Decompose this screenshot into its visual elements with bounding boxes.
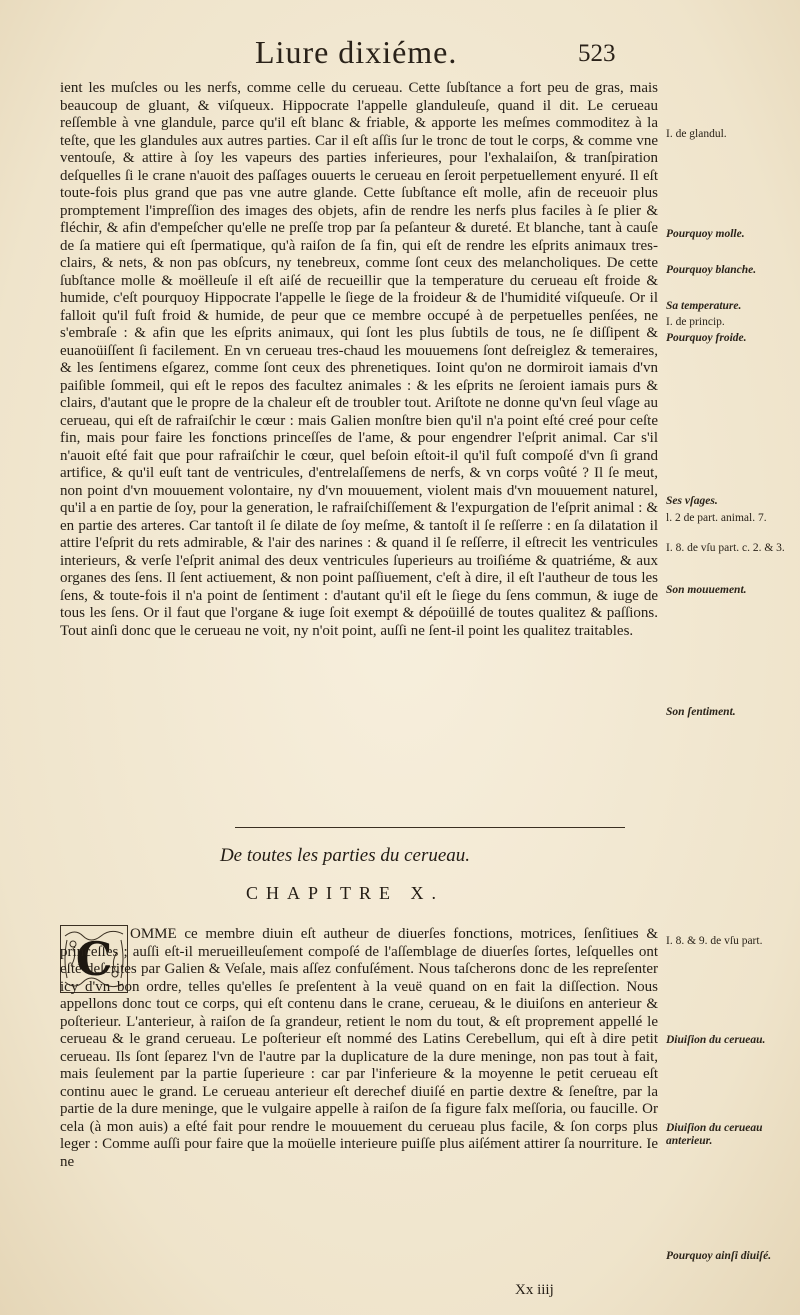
section-title: De toutes les parties du cerueau.: [219, 845, 471, 866]
margin-note: Son mouuement.: [666, 584, 747, 596]
running-title: Liure dixiéme.: [255, 34, 458, 70]
signature-mark: Xx iiij: [515, 1282, 554, 1298]
margin-note: l. 2 de part. animal. 7.: [666, 512, 767, 524]
margin-note: Pourquoy froide.: [666, 332, 747, 344]
chapter-paragraph: OMME ce membre diuin eſt autheur de diuerſes fonctions, motrices, ſenſitiues & princeſſes ; auſſi eſt-il merueilleuſement compoſé de l'aſſemblage de diuerſes ſortes, leſquelles ont eſté deſcrites par Galien & Veſale, mais aſſez confuſément. Nous taſcherons donc de les repreſenter icy d'vn bon ordre, telles qu'elles ſe preſentent à la veuë quand on en fait la diſſection. Nous appellons donc tout ce corps, qui eſt contenu dans le crane, cerueau, & le diuiſons en anterieur & poſterieur. L'anterieur, à raiſon de ſa grandeur, retient le nom du tout, & eſt proprement appellé le cerueau & le grand cerueau. Le poſterieur eſt nommé des Latins Cerebellum, qui eſt à dire petit cerueau. Ils ſont ſeparez l'vn de l'autre par la duplicature de la dure meninge, non pas tout à fait, mais ſeulement par la partie ſuperieure : car par l'inferieure & la moyenne le petit cerueau eſt continu auec le grand. Le cerueau anterieur eſt derechef diuiſé en partie dextre & ſeneſtre, par la partie de la dure meninge, que le vulgaire appelle à raiſon de ſa figure falx meſſoria, ou faucille. Or cela (à mon auis) a eſté fait pour rendre le mouuement du cerueau plus facile, & ſon corps plus leger : Comme auſſi pour faire que la moüelle interieure puiſſe plus aiſément attirer ſa nourriture. Ie ne: [60, 926, 658, 1170]
body-paragraph: ient les muſcles ou les nerfs, comme celle du cerueau. Cette ſubſtance a fort peu de gras, mais beaucoup de gluant, & viſqueux. Hippocrate l'appelle glanduleuſe, quand il dit. Le cerueau reſſemble à vne glandule, parce qu'il eſt blanc & friable, & apporte les meſmes commoditez à la teſte, que les glandules aux autres parties. Car il eſt aſſis ſur le tronc de tout le corps, & comme vne ventouſe, & attire à ſoy les vapeurs des parties inferieures, pour l'exhalaiſon, & tranſpiration deſquelles ſi le crane n'auoit des paſſages ouuerts le cerueau en ſeroit perpetuellement enyuré. Il eſt toute-fois plus grand que pas vne autre glande. Cette ſubſtance eſt molle, afin de receuoir plus promptement l'impreſſion des images des objets, afin de rendre les nerfs plus faciles à ſe plier & fléchir, & afin d'empeſcher qu'elle ne preſſe trop par ſa peſanteur & dureté. Et blanche, tant à cauſe de ſa matiere qui eſt ſpermatique, qu'à raiſon de ſa fin, qui eſt de rendre les eſprits animaux tres-clairs, & nets, & non pas obſcurs, ny tenebreux, comme ſont ceux des melancholiques. De cette ſubſtance molle & moëlleuſe il eſt aiſé de recueillir que la temperature du cerueau eſt froide & humide, c'eſt pourquoy Hippocrate l'appelle le ſiege de la froideur & de l'humidité viſqueuſe. Or il falloit qu'il fuſt froid & humide, de peur que ce membre occupé à de perpetuelles penſées, ne s'embraſe : & afin que les eſprits animaux, qui ſont les plus ſubtils de tous, ne ſe diſſipent & euanoüiſſent ſi facilement. En vn cerueau tres-chaud les mouuemens ſont deſreiglez & temeraires, & les ſentimens eſgarez, comme ſont ceux des phrenetiques. Ioint qu'on ne dormiroit iamais d'vn paiſible ſommeil, qui eſt le repos des facultez animales : & les eſprits ne ſeroient iamais purs & clairs, d'autant que le propre de la chaleur eſt de troubler tout. Ariſtote ne donne qu'vn ſeul vſage au cerueau, qui eſt de rafraiſchir le cœur : mais Galien monſtre bien qu'il n'a point eſté creé pour ceſte fin, mais pour faire les fonctions princeſſes de l'ame, & pour engendrer l'eſprit animal. Car s'il n'auoit eſté fait que pour rafraiſchir le cœur, quel beſoin eſtoit-il qu'il fuſt compoſé d'vn ſi grand artifice, & qu'il euſt tant de ventricules, d'entrelaſſemens de nerfs, & vn corps voûté ? Il ſe meut, non point d'vn mouuement volontaire, ny d'vn mouuement, violent mais d'vn mouuement naturel, qu'il a en partie de ſoy, pour la generation, le rafraiſchiſſement & l'expurgation de l'eſprit animal : & en partie des arteres. Car tantoſt il ſe dilate de ſoy meſme, & tantoſt il ſe reſſerre : en ſa dilatation il attire l'eſprit du rets admirable, & l'air des narines : & quand il ſe reſſerre, il eſtrecit les ventricules interieurs, & verſe l'eſprit animal des deux ventricules ſuperieurs au troiſiéme & quatriéme, & aux organes des ſens. Il ſent actiuement, & non point paſſiuement, c'eſt à dire, il eſt l'autheur de tous les ſens, & toute-fois il n'a point de ſentiment : d'autant qu'il eſt le ſiege du ſens commun, & iuge de tous les ſens. Or il faut que l'organe & iuge ſoit exempt & dépoüillé de toutes qualitez & paſſions. Tout ainſi donc que le cerueau ne voit, ny n'oit point, auſſi ne ſent-il point les qualitez traitables.: [60, 80, 658, 639]
margin-note: Pourquoy blanche.: [666, 264, 757, 276]
margin-note: I. de princip.: [666, 316, 725, 328]
margin-note: Sa temperature.: [666, 300, 742, 312]
margin-note: Son ſentiment.: [666, 706, 736, 718]
margin-note: Diuiſion du cerueau anterieur.: [666, 1122, 763, 1147]
margin-note: I. de glandul.: [666, 128, 727, 140]
dropcap-letter: C: [75, 932, 113, 986]
margin-note: Pourquoy ainſi diuiſé.: [666, 1250, 772, 1262]
margin-note: I. 8. & 9. de vſu part.: [666, 935, 763, 947]
page-header: [0, 34, 800, 74]
chapter-heading: CHAPITRE X.: [245, 883, 444, 903]
body-text-chapter: [60, 926, 658, 1171]
margin-note: Ses vſages.: [666, 495, 718, 507]
margin-note: Diuiſion du cerueau.: [666, 1034, 766, 1046]
margin-note: I. 8. de vſu part. c. 2. & 3.: [666, 542, 785, 554]
section-divider: [235, 827, 625, 828]
body-text-top: [60, 80, 658, 640]
margin-note: Pourquoy molle.: [666, 228, 745, 240]
page-number: 523: [578, 40, 616, 67]
